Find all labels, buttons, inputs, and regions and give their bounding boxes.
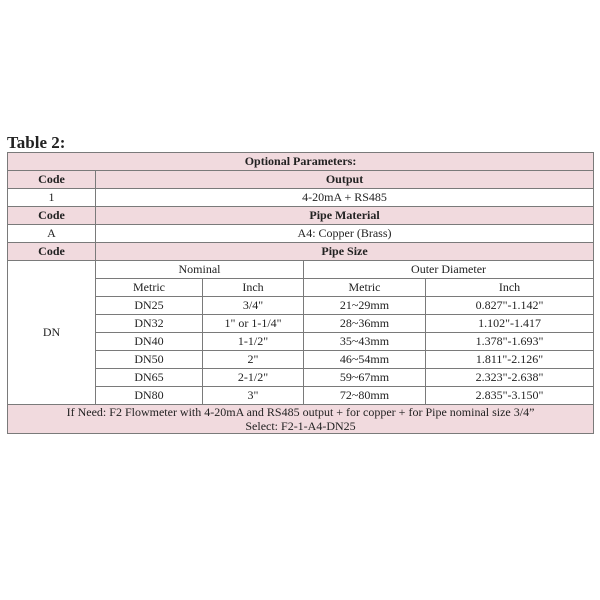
code-header: Code: [8, 207, 96, 225]
table-cell: 2.835"-3.150": [426, 387, 594, 405]
sub-header-nominal-inch: Inch: [203, 279, 304, 297]
nominal-header: Nominal: [96, 261, 304, 279]
table-cell: DN65: [96, 369, 203, 387]
table-cell: DN40: [96, 333, 203, 351]
table-cell: DN25: [96, 297, 203, 315]
table-title: Table 2:: [7, 133, 66, 152]
table-cell: 1.378"-1.693": [426, 333, 594, 351]
table-row: [8, 333, 594, 351]
material-value: A4: Copper (Brass): [96, 225, 594, 243]
optional-parameters-label: Optional Parameters:: [8, 153, 594, 171]
code-header: Code: [8, 243, 96, 261]
table-cell: 1.102"-1.417: [426, 315, 594, 333]
table-row: [8, 369, 594, 387]
table-row: [8, 351, 594, 369]
table-cell: 1-1/2": [203, 333, 304, 351]
table-cell: 0.827"-1.142": [426, 297, 594, 315]
table-cell: 46~54mm: [304, 351, 426, 369]
pipe-size-code: DN: [8, 261, 96, 405]
table-cell: 3/4": [203, 297, 304, 315]
table-cell: 28~36mm: [304, 315, 426, 333]
sub-header-nominal-metric: Metric: [96, 279, 203, 297]
pipe-size-header: Pipe Size: [96, 243, 594, 261]
table-cell: 2": [203, 351, 304, 369]
table-row: [8, 297, 594, 315]
output-value: 4-20mA + RS485: [96, 189, 594, 207]
code-header: Code: [8, 171, 96, 189]
optional-parameters-table: [7, 152, 594, 434]
table-cell: 35~43mm: [304, 333, 426, 351]
pipe-material-header: Pipe Material: [96, 207, 594, 225]
outer-diameter-header: Outer Diameter: [304, 261, 594, 279]
table-cell: DN50: [96, 351, 203, 369]
table-cell: 1" or 1-1/4": [203, 315, 304, 333]
sub-header-outer-inch: Inch: [426, 279, 594, 297]
table-cell: 2-1/2": [203, 369, 304, 387]
example-note-line-1: If Need: F2 Flowmeter with 4-20mA and RS485 output + for copper + for Pipe nominal size 3/4”: [66, 405, 535, 419]
table-cell: 1.811"-2.126": [426, 351, 594, 369]
example-note: [8, 405, 594, 434]
table-cell: DN80: [96, 387, 203, 405]
sub-header-outer-metric: Metric: [304, 279, 426, 297]
table-cell: DN32: [96, 315, 203, 333]
table-cell: 2.323"-2.638": [426, 369, 594, 387]
table-row: [8, 315, 594, 333]
output-code: 1: [8, 189, 96, 207]
table-cell: 3": [203, 387, 304, 405]
material-code: A: [8, 225, 96, 243]
table-cell: 21~29mm: [304, 297, 426, 315]
table-cell: 72~80mm: [304, 387, 426, 405]
output-header: Output: [96, 171, 594, 189]
example-note-line-2: Select: F2-1-A4-DN25: [245, 419, 356, 433]
table-cell: 59~67mm: [304, 369, 426, 387]
table-row: [8, 387, 594, 405]
